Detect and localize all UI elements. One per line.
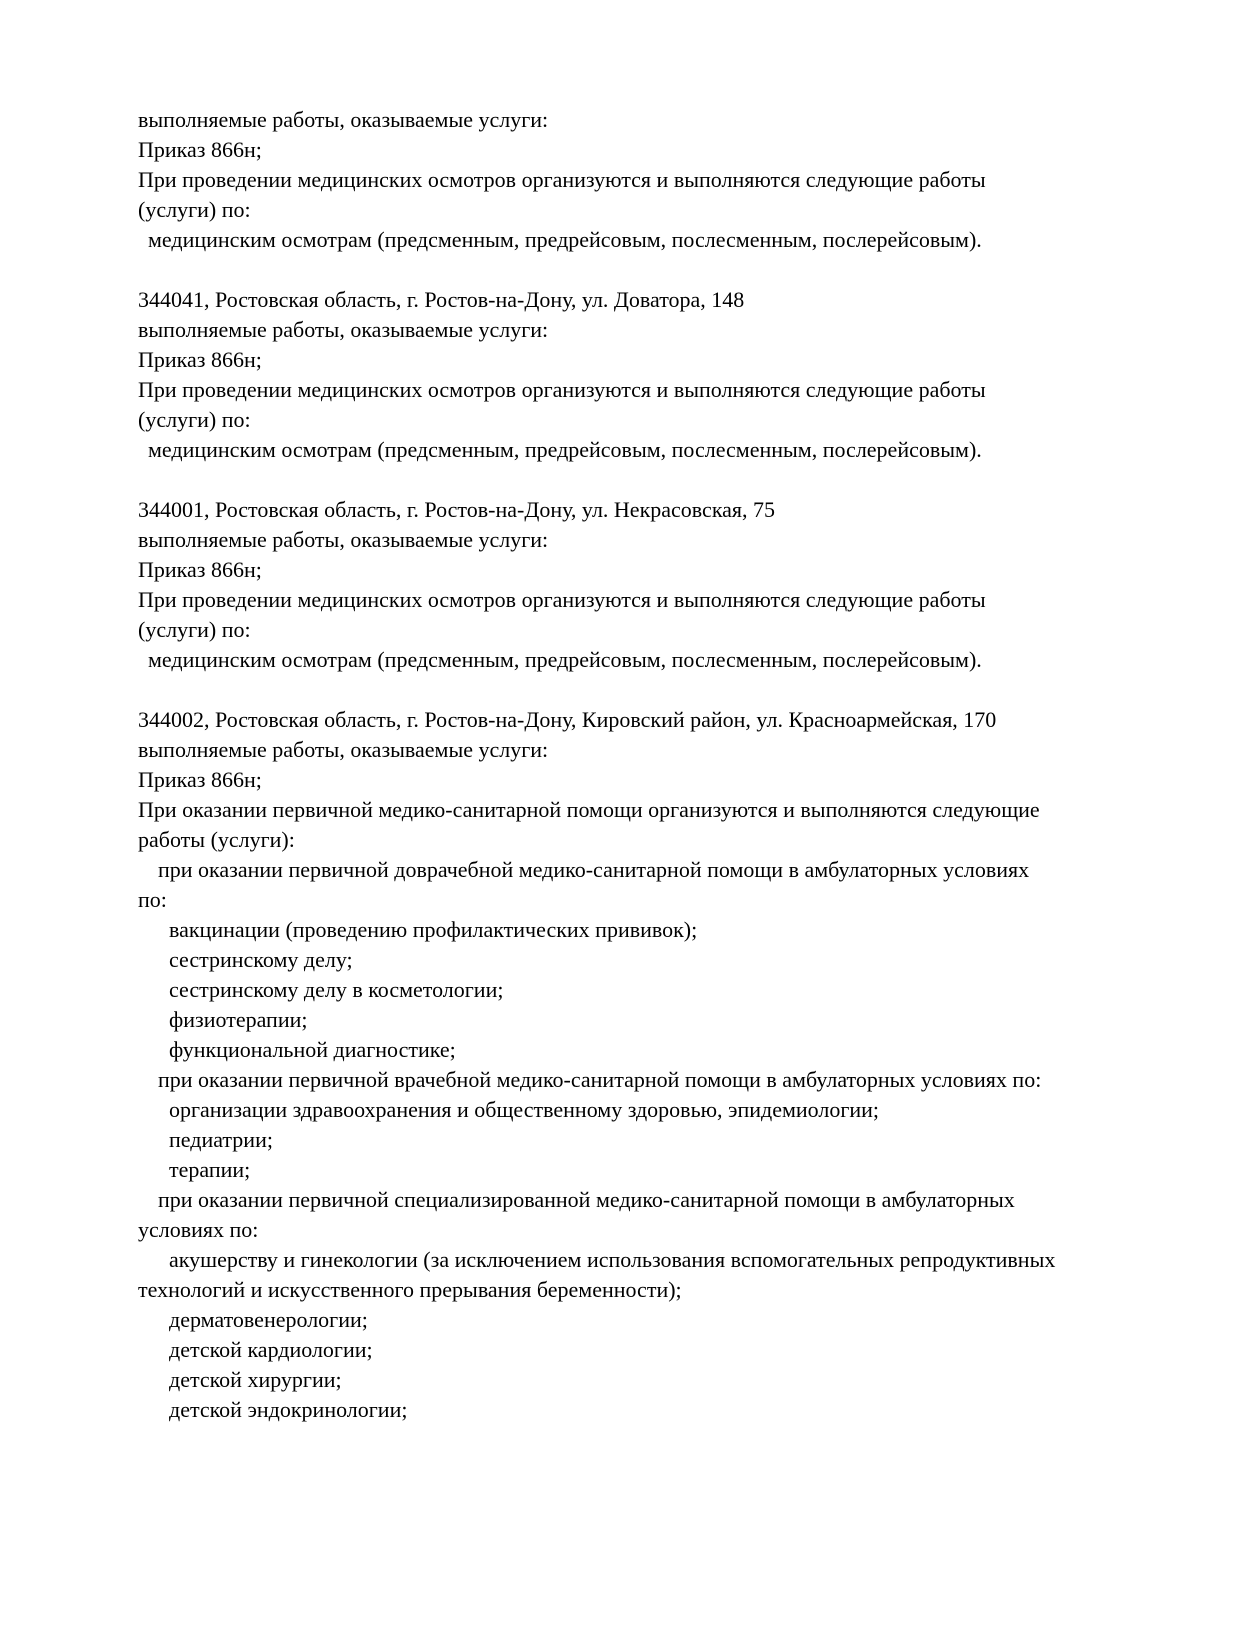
text-line: по: (138, 887, 167, 912)
text-line: При проведении медицинских осмотров организуются и выполняются следующие работы (138, 167, 986, 192)
text-line: (услуги) по: (138, 197, 251, 222)
text-line: технологий и искусственного прерывания беременности); (138, 1277, 682, 1302)
text-line: при оказании первичной доврачебной медико-санитарной помощи в амбулаторных условиях (158, 857, 1030, 882)
text-line: при оказании первичной врачебной медико-санитарной помощи в амбулаторных условиях по: (158, 1067, 1042, 1092)
text-line: организации здравоохранения и общественному здоровью, эпидемиологии; (169, 1097, 880, 1122)
text-line: работы (услуги): (138, 827, 295, 852)
license-block-krasnoarmeyskaya-170 (138, 705, 1150, 1425)
license-block-nekrasovskaya-75 (138, 495, 1150, 675)
document-content (138, 105, 1150, 1425)
text-line: детской кардиологии; (169, 1337, 373, 1362)
text-line: вакцинации (проведению профилактических прививок); (169, 917, 698, 942)
text-line: при оказании первичной специализированной медико-санитарной помощи в амбулаторных (158, 1187, 1015, 1212)
text-line: медицинским осмотрам (предсменным, предрейсовым, послесменным, послерейсовым). (148, 647, 982, 672)
text-line: выполняемые работы, оказываемые услуги: (138, 737, 549, 762)
text-line: дерматовенерологии; (169, 1307, 368, 1332)
text-line: педиатрии; (169, 1127, 273, 1152)
text-line: физиотерапии; (169, 1007, 308, 1032)
text-line: Приказ 866н; (138, 137, 262, 162)
text-line: При проведении медицинских осмотров организуются и выполняются следующие работы (138, 377, 986, 402)
text-line: Приказ 866н; (138, 557, 262, 582)
license-block-dovatora-148 (138, 285, 1150, 465)
text-line: сестринскому делу; (169, 947, 353, 972)
text-line: Приказ 866н; (138, 767, 262, 792)
text-line: 344001, Ростовская область, г. Ростов-на-Дону, ул. Некрасовская, 75 (138, 497, 776, 522)
text-line: выполняемые работы, оказываемые услуги: (138, 317, 549, 342)
text-line: выполняемые работы, оказываемые услуги: (138, 107, 549, 132)
license-block-continuation (138, 105, 1150, 255)
text-line: (услуги) по: (138, 407, 251, 432)
text-line: условиях по: (138, 1217, 259, 1242)
text-line: детской хирургии; (169, 1367, 342, 1392)
text-line: медицинским осмотрам (предсменным, предрейсовым, послесменным, послерейсовым). (148, 227, 982, 252)
text-line: выполняемые работы, оказываемые услуги: (138, 527, 549, 552)
text-line: (услуги) по: (138, 617, 251, 642)
text-line: При оказании первичной медико-санитарной помощи организуются и выполняются следующие (138, 797, 1040, 822)
text-line: медицинским осмотрам (предсменным, предрейсовым, послесменным, послерейсовым). (148, 437, 982, 462)
text-line: сестринскому делу в косметологии; (169, 977, 504, 1002)
text-line: акушерству и гинекологии (за исключением использования вспомогательных репродуктивных (169, 1247, 1056, 1272)
text-line: детской эндокринологии; (169, 1397, 408, 1422)
text-line: 344041, Ростовская область, г. Ростов-на-Дону, ул. Доватора, 148 (138, 287, 745, 312)
text-line: Приказ 866н; (138, 347, 262, 372)
text-line: терапии; (169, 1157, 251, 1182)
text-line: При проведении медицинских осмотров организуются и выполняются следующие работы (138, 587, 986, 612)
text-line: 344002, Ростовская область, г. Ростов-на-Дону, Кировский район, ул. Красноармейская, 170 (138, 707, 997, 732)
text-line: функциональной диагностике; (169, 1037, 456, 1062)
